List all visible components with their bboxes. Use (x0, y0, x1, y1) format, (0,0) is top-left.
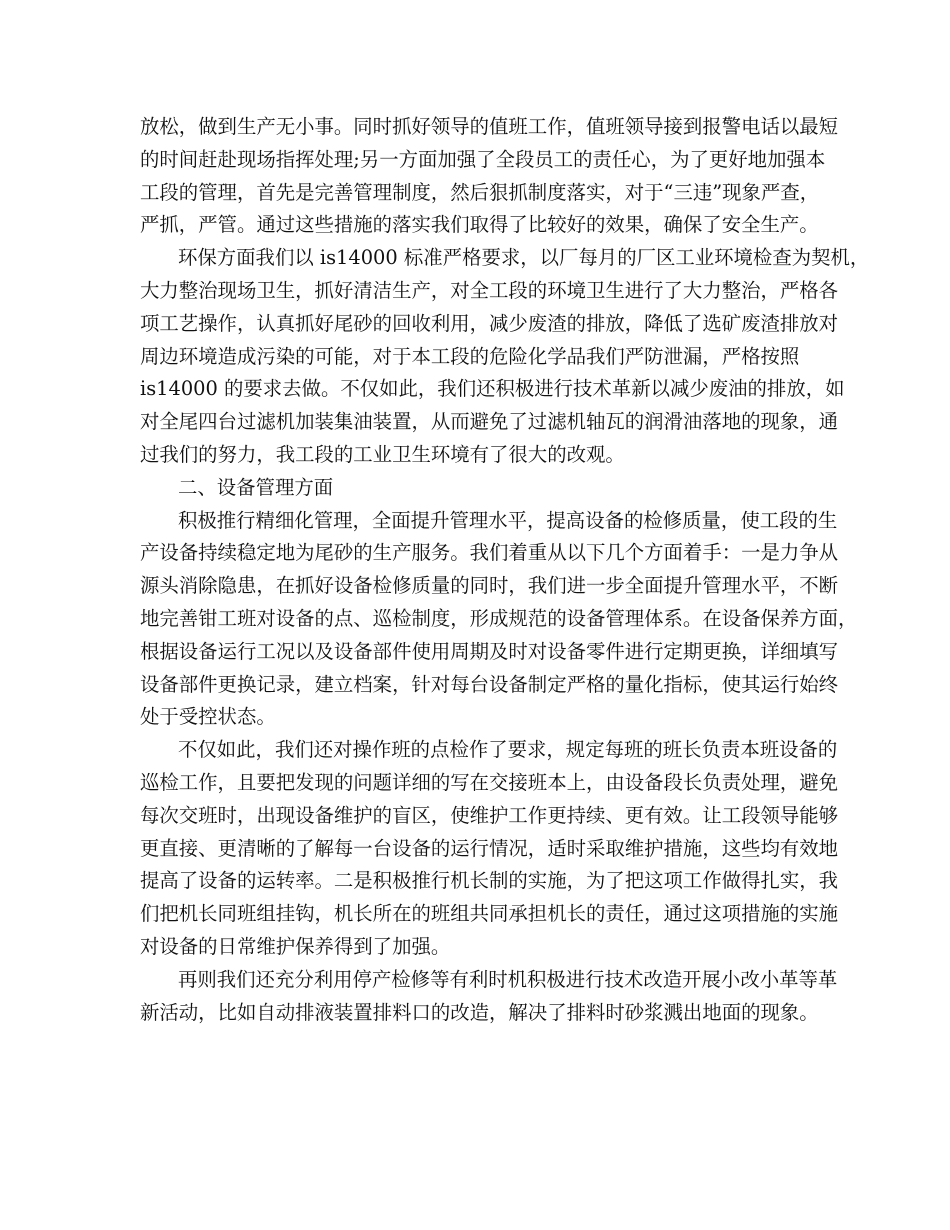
text-line: 巡检工作，且要把发现的问题详细的写在交接班本上，由设备段长负责处理，避免 (140, 770, 839, 794)
text-line: 放松，做到生产无小事。同时抓好领导的值班工作，值班领导接到报警电话以最短 (140, 115, 839, 138)
text-line: 处于受控状态。 (140, 705, 276, 729)
text-line: 每次交班时，出现设备维护的盲区，使维护工作更持续、更有效。让工段领导能够 (140, 803, 839, 827)
text-line: 更直接、更清晰的了解每一台设备的运行情况，适时采取维护措施，这些均有效地 (140, 836, 839, 860)
text-line: 对全尾四台过滤机加装集油装置，从而避免了过滤机轴瓦的润滑油落地的现象，通 (140, 410, 839, 434)
text-line: 地完善钳工班对设备的点、巡检制度，形成规范的设备管理体系。在设备保养方面， (140, 606, 858, 630)
paragraph-first-line: 环保方面我们以 is14000 标准严格要求，以厂每月的厂区工业环境检查为契机， (178, 246, 870, 270)
paragraph-first-line: 再则我们还充分利用停产检修等有利时机积极进行技术改造开展小改小革等革 (178, 967, 838, 991)
text-line: 提高了设备的运转率。二是积极推行机长制的实施，为了把这项工作做得扎实，我 (140, 869, 839, 893)
text-line: 们把机长同班组挂钩，机长所在的班组共同承担机长的责任，通过这项措施的实施 (140, 902, 839, 926)
text-line: 严抓，严管。通过这些措施的落实我们取得了比较好的效果，确保了安全生产。 (140, 213, 819, 237)
text-line: 过我们的努力，我工段的工业卫生环境有了很大的改观。 (140, 442, 625, 466)
text-line: is14000 的要求去做。不仅如此，我们还积极进行技术革新以减少废油的排放，如 (140, 377, 845, 401)
text-line: 新活动，比如自动排液装置排料口的改造，解决了排料时砂浆溅出地面的现象。 (140, 1000, 819, 1024)
paragraph-first-line: 积极推行精细化管理，全面提升管理水平，提高设备的检修质量，使工段的生 (178, 508, 838, 532)
text-line: 根据设备运行工况以及设备部件使用周期及时对设备零件进行定期更换，详细填写 (140, 639, 839, 663)
paragraph-first-line: 不仅如此，我们还对操作班的点检作了要求，规定每班的班长负责本班设备的 (178, 738, 838, 762)
section-heading: 二、设备管理方面 (178, 475, 334, 499)
text-line: 周边环境造成污染的可能，对于本工段的危险化学品我们严防泄漏，严格按照 (140, 344, 800, 368)
document-body (140, 111, 870, 1029)
text-line: 源头消除隐患，在抓好设备检修质量的同时，我们进一步全面提升管理水平，不断 (140, 574, 839, 598)
text-line: 大力整治现场卫生，抓好清洁生产，对全工段的环境卫生进行了大力整治，严格各 (140, 278, 839, 302)
text-line: 对设备的日常维护保养得到了加强。 (140, 934, 451, 958)
text-line: 产设备持续稳定地为尾砂的生产服务。我们着重从以下几个方面着手：一是力争从 (140, 541, 839, 565)
text-line: 设备部件更换记录，建立档案，针对每台设备制定严格的量化指标，使其运行始终 (140, 672, 839, 696)
text-line: 项工艺操作，认真抓好尾砂的回收利用，减少废渣的排放，降低了选矿废渣排放对 (140, 311, 839, 335)
text-line: 的时间赶赴现场指挥处理;另一方面加强了全段员工的责任心，为了更好地加强本 (140, 147, 826, 171)
text-line: 工段的管理，首先是完善管理制度，然后狠抓制度落实，对于“三违”现象严查， (140, 180, 820, 204)
